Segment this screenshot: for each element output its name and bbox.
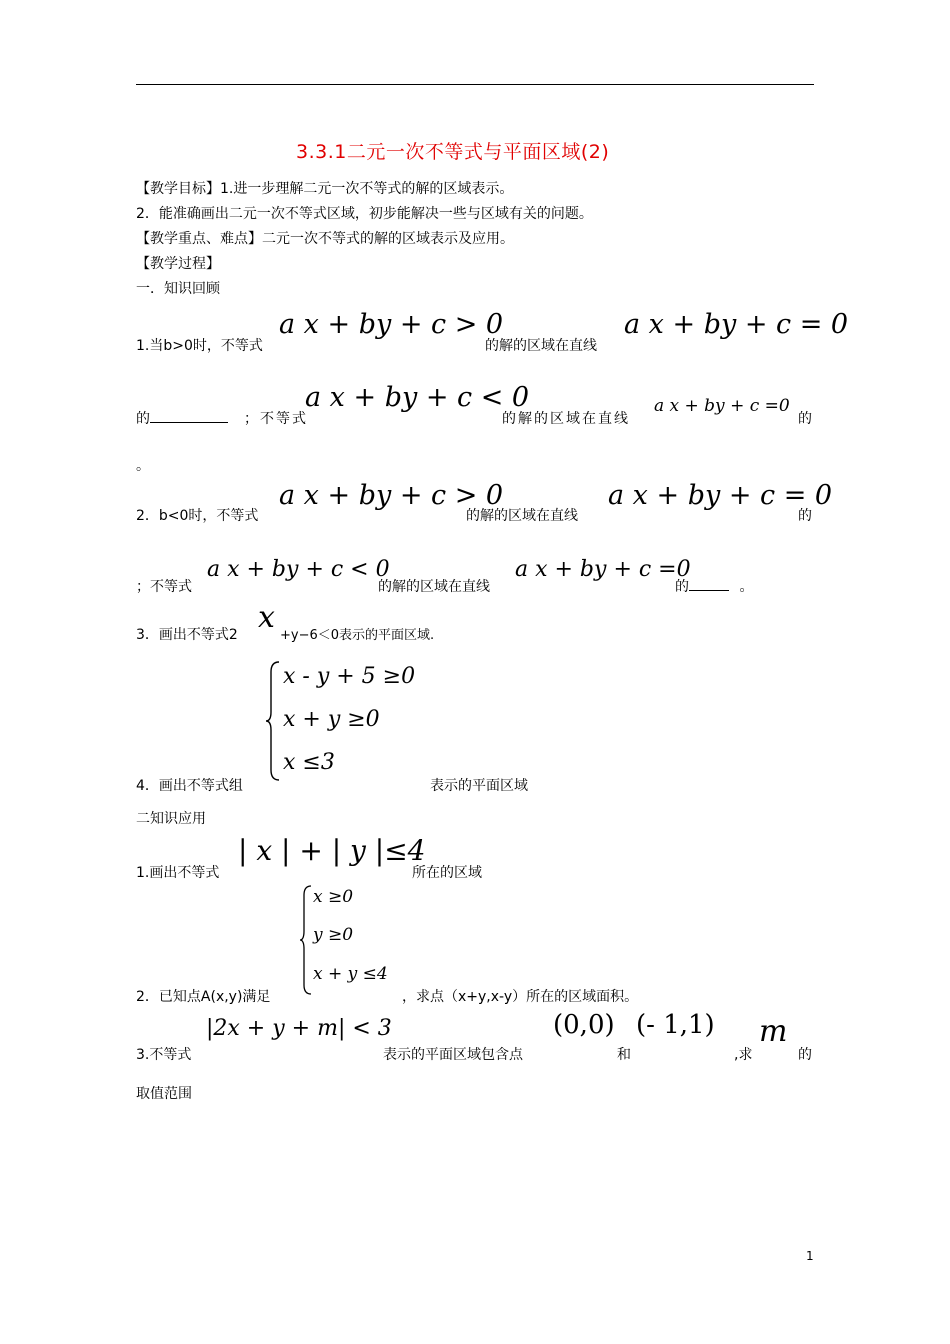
goals-line-4: 【教学过程】	[136, 256, 220, 272]
page-number: 1	[806, 1249, 814, 1263]
q3-rest: +y−6＜0表示的平面区域.	[280, 628, 435, 643]
section-1-heading: 一．知识回顾	[136, 281, 220, 297]
header-rule	[136, 84, 814, 85]
goals-line-2: 2．能准确画出二元一次不等式区域，初步能解决一些与区域有关的问题。	[136, 206, 593, 222]
q4-system-row-1: x - y + 5 ≥0	[283, 664, 416, 689]
q3-x-variable: x	[258, 600, 275, 635]
q2-de-label-2: 的	[675, 579, 689, 595]
goals-line-1: 【教学目标】1.进一步理解二元一次不等式的解的区域表示。	[136, 181, 514, 197]
p2-suffix: ，求点（x+y,x-y）所在的区域面积。	[402, 989, 639, 1005]
p3-point-origin: (0,0)	[553, 1010, 615, 1040]
q4-prefix: 4．画出不等式组	[136, 778, 243, 794]
q4-left-brace	[264, 660, 282, 782]
q2-prefix: 2．b<0时，不等式	[136, 508, 259, 524]
q2-mid-text-2: 的解的区域在直线	[378, 579, 490, 595]
p1-suffix: 所在的区域	[412, 865, 482, 881]
q1-separator-text: ；不等式	[244, 411, 308, 427]
q2-line-equation: a x + by + c = 0	[608, 480, 833, 511]
p3-m-variable: m	[759, 1014, 788, 1049]
q2-inequality-gt: a x + by + c > 0	[279, 480, 504, 511]
p2-system-row-2: y ≥0	[313, 925, 354, 945]
p3-expression: |2x + y + m| < 3	[206, 1016, 392, 1041]
q2-inequality-lt: a x + by + c < 0	[207, 557, 390, 582]
p2-system-row-1: x ≥0	[313, 887, 354, 907]
q4-system-row-2: x + y ≥0	[283, 707, 380, 732]
p1-expression: | x | + | y |≤4	[238, 834, 426, 867]
q1-mid-text-2: 的解的区域在直线	[502, 411, 630, 427]
q2-end-mark: 。	[739, 579, 754, 595]
q1-line-equation-2: a x + by + c =0	[654, 396, 790, 416]
q2-de-label: 的	[798, 508, 812, 524]
p3-de-label: 的	[798, 1047, 812, 1063]
q1-end-mark: 。	[136, 458, 150, 474]
q1-inequality-gt: a x + by + c > 0	[279, 309, 504, 340]
section-2-heading: 二知识应用	[136, 811, 206, 827]
p2-left-brace	[298, 884, 314, 996]
p3-and-text: 和	[617, 1047, 631, 1063]
p2-system-row-3: x + y ≤4	[313, 964, 388, 984]
page-title: 3.3.1二元一次不等式与平面区域(2)	[296, 141, 610, 163]
q2-blank[interactable]	[689, 590, 729, 591]
q4-suffix: 表示的平面区域	[430, 778, 528, 794]
q3-prefix: 3．画出不等式2	[136, 627, 238, 643]
p3-mid-text: 表示的平面区域包含点	[383, 1047, 523, 1063]
q2-line2-tail	[675, 576, 753, 596]
q2-mid-text: 的解的区域在直线	[466, 508, 578, 524]
q2-line-equation-2: a x + by + c =0	[515, 557, 691, 582]
q1-blank-1[interactable]	[150, 422, 228, 423]
p2-prefix: 2．已知点A(x,y)满足	[136, 989, 271, 1005]
p3-prefix: 3.不等式	[136, 1047, 192, 1063]
q1-line-equation: a x + by + c = 0	[624, 309, 849, 340]
q1-de-label: 的	[136, 411, 150, 427]
p1-prefix: 1.画出不等式	[136, 865, 220, 881]
q4-system-row-3: x ≤3	[283, 750, 335, 775]
goals-line-3: 【教学重点、难点】二元一次不等式的解的区域表示及应用。	[136, 231, 514, 247]
p3-ask-text: ,求	[734, 1047, 753, 1063]
q2-separator-text: ；不等式	[136, 579, 192, 595]
q1-prefix: 1.当b>0时，不等式	[136, 338, 263, 354]
p3-line-2: 取值范围	[136, 1086, 192, 1102]
p3-point-neg: (- 1,1)	[636, 1010, 715, 1040]
q1-line2-text	[136, 408, 228, 428]
q1-de-label-2: 的	[798, 411, 812, 427]
q1-inequality-lt: a x + by + c < 0	[305, 382, 530, 413]
q1-mid-text: 的解的区域在直线	[485, 338, 597, 354]
